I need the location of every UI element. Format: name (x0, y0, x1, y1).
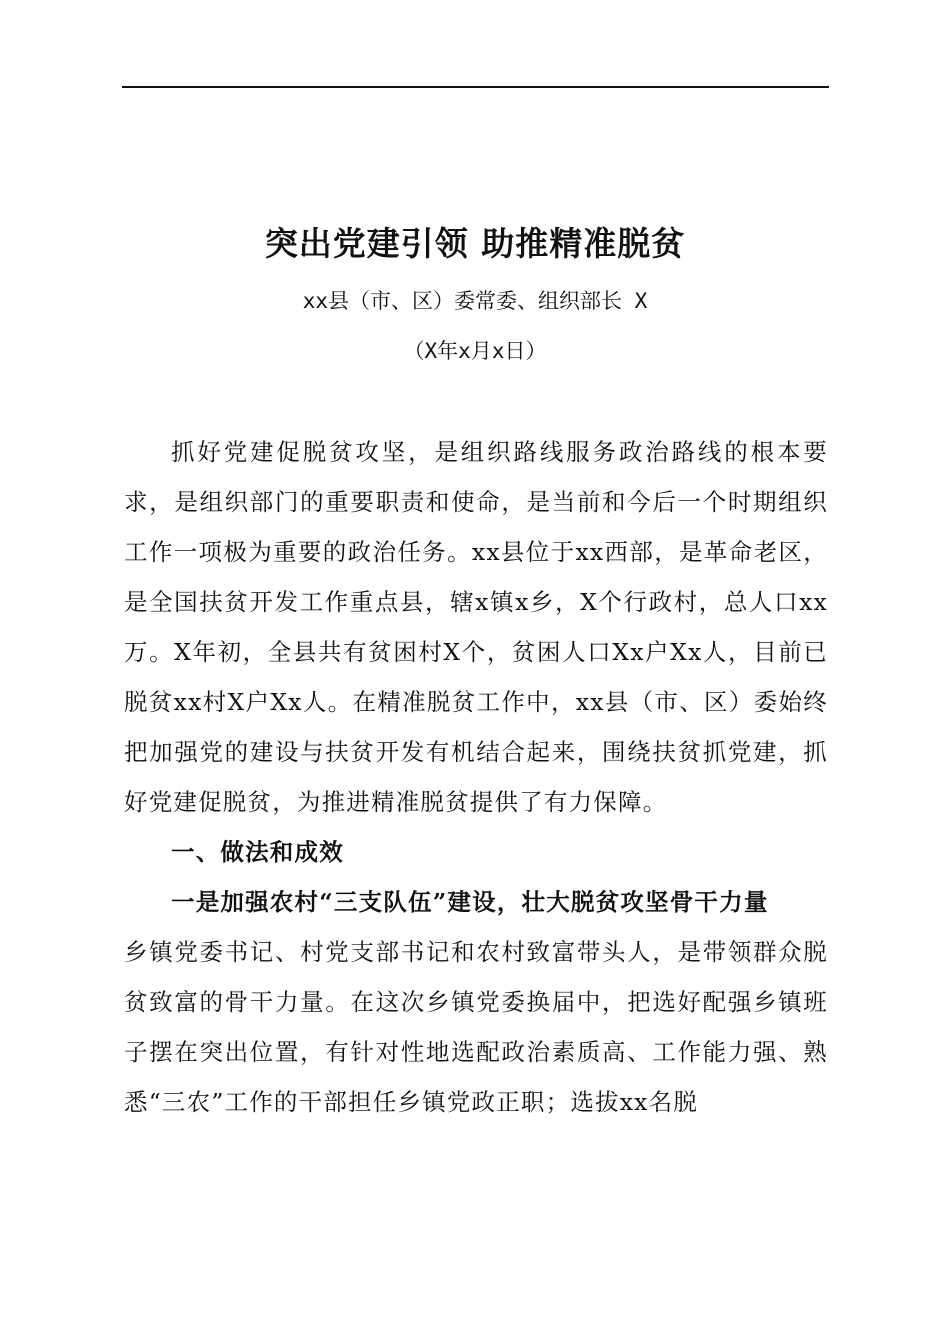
intro-paragraph: 抓好党建促脱贫攻坚，是组织路线服务政治路线的根本要求，是组织部门的重要职责和使命，是当前和今后一个时期组织工作一项极为重要的政治任务。xx县位于xx西部，是革命老区，是全国扶贫开发工作重点县，辖x镇x乡，X个行政村，总人口xx万。X年初，全县共有贫困村X个，贫困人口Xx户Xx人，目前已脱贫xx村X户Xx人。在精准脱贫工作中，xx县（市、区）委始终把加强党的建设与扶贫开发有机结合起来，围绕扶贫抓党建，抓好党建促脱贫，为推进精准脱贫提供了有力保障。 (124, 438, 828, 816)
subsection-paragraph: 乡镇党委书记、村党支部书记和农村致富带头人，是带领群众脱贫致富的骨干力量。在这次乡镇党委换届中，把选好配强乡镇班子摆在突出位置，有针对性地选配政治素质高、工作能力强、熟悉“三农”工作的干部担任乡镇党政正职；选拔xx名脱 (124, 938, 828, 1116)
header-rule (122, 86, 829, 88)
date-line: （X年x月x日） (403, 339, 547, 363)
document-title: 突出党建引领 助推精准脱贫 (264, 224, 686, 263)
author-line: xx县（市、区）委常委、组织部长 X (302, 289, 648, 313)
document-body (124, 427, 828, 1127)
subsection-heading: 一是加强农村“三支队伍”建设，壮大脱贫攻坚骨干力量 (171, 888, 769, 916)
subsection-block (124, 877, 828, 1127)
section-heading: 一、做法和成效 (171, 838, 344, 866)
